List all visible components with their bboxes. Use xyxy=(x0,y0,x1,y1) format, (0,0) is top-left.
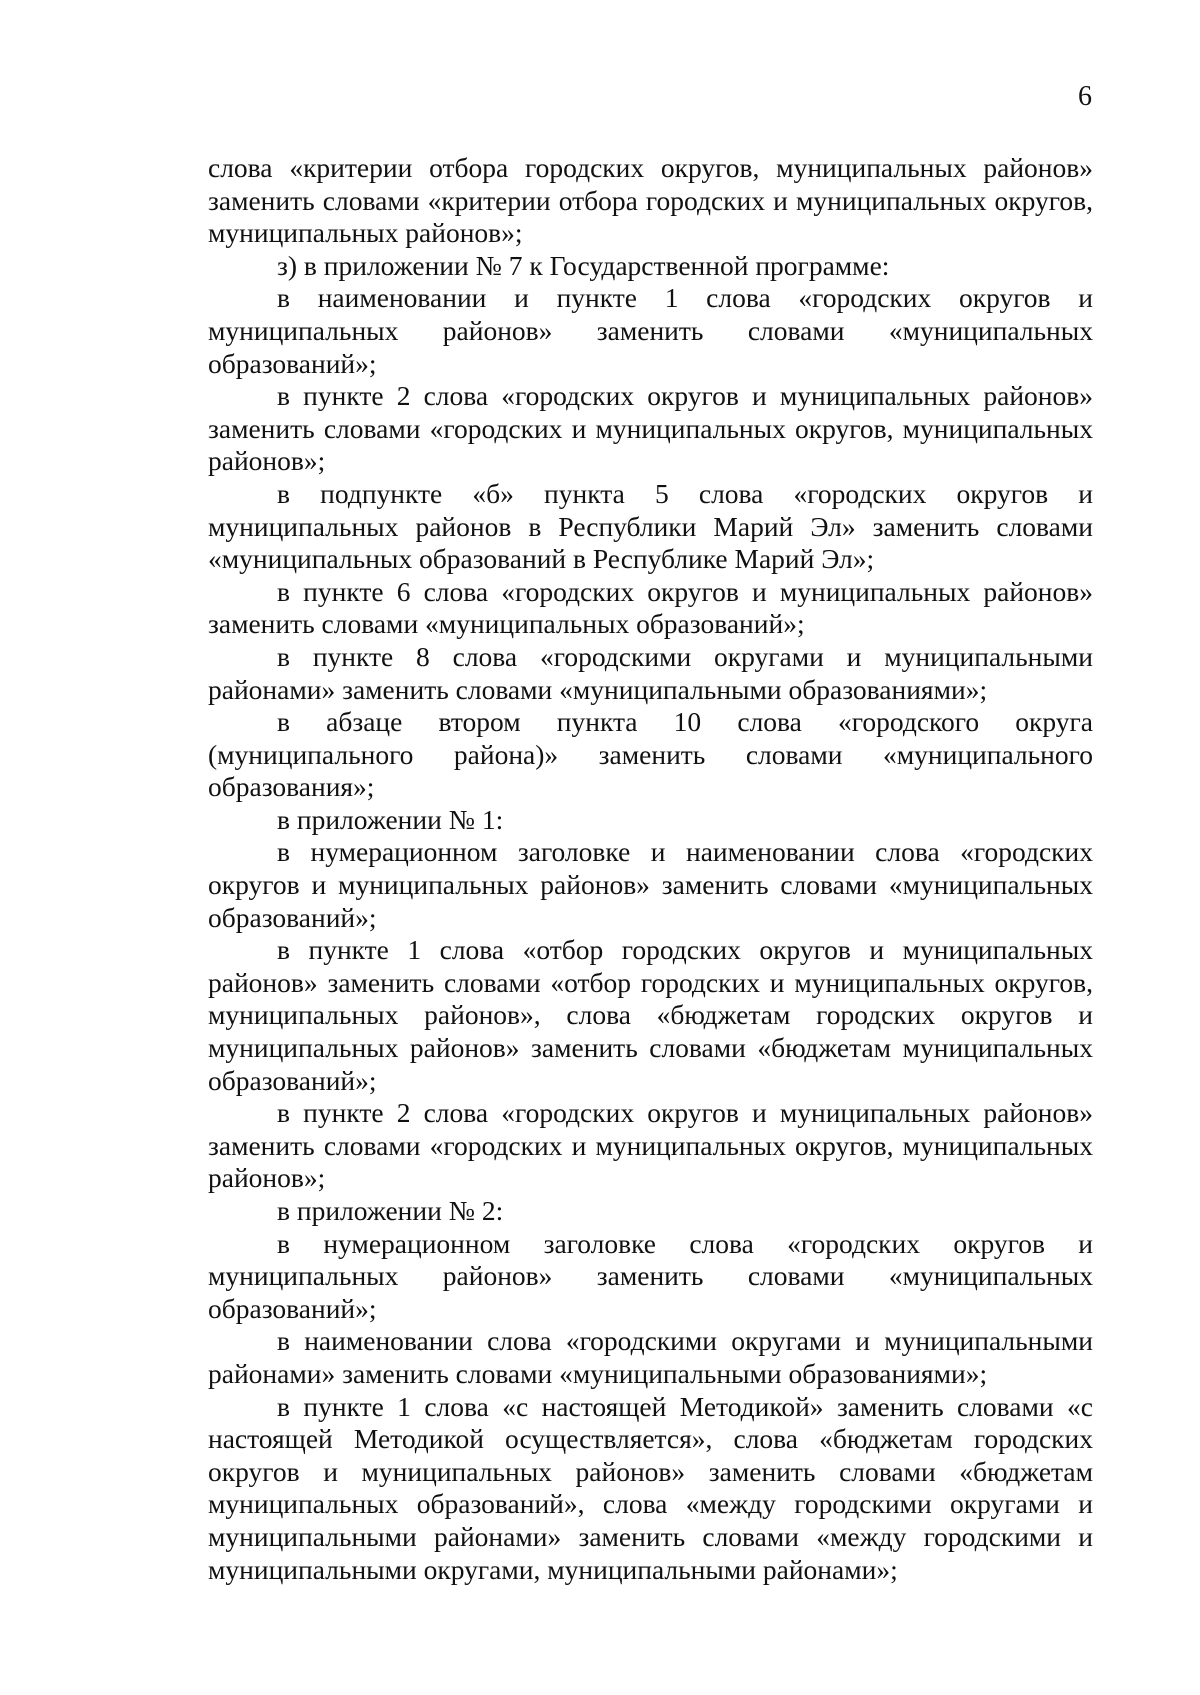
paragraph-14: в нумерационном заголовке слова «городских округов и муниципальных районов» заменить словами «муниципальных образований»; xyxy=(208,1227,1093,1324)
paragraph-11: в пункте 1 слова «отбор городских округов и муниципальных районов» заменить словами «отбор городских и муниципальных округов, муниципальных районов», слова «бюджетам городских округов и муниципальных районов» заменить словами «бюджетам муниципальных образований»; xyxy=(208,934,1093,1096)
paragraph-9: в приложении № 1: xyxy=(277,803,504,835)
document-body xyxy=(208,152,1093,1586)
paragraph-8: в абзаце втором пункта 10 слова «городского округа (муниципального района)» заменить словами «муниципального образования»; xyxy=(208,706,1093,803)
paragraph-13: в приложении № 2: xyxy=(277,1195,504,1226)
paragraph-10: в нумерационном заголовке и наименовании слова «городских округов и муниципальных районов» заменить словами «муниципальных образований»; xyxy=(208,836,1093,933)
paragraph-12: в пункте 2 слова «городских округов и муниципальных районов» заменить словами «городских и муниципальных округов, муниципальных районов»; xyxy=(208,1097,1093,1194)
paragraph-16: в пункте 1 слова «с настоящей Методикой» заменить словами «с настоящей Методикой осуществляется», слова «бюджетам городских округов и муниципальных районов» заменить словами «бюджетам муниципальных образований», слова «между городскими округами и муниципальными районами» заменить словами «между городскими и муниципальными округами, муниципальными районами»; xyxy=(208,1390,1093,1585)
paragraph-2: з) в приложении № 7 к Государственной программе: xyxy=(277,249,890,281)
paragraph-3: в наименовании и пункте 1 слова «городских округов и муниципальных районов» заменить словами «муниципальных образований»; xyxy=(208,282,1093,379)
paragraph-6: в пункте 6 слова «городских округов и муниципальных районов» заменить словами «муниципальных образований»; xyxy=(208,575,1093,640)
paragraph-7: в пункте 8 слова «городскими округами и муниципальными районами» заменить словами «муниципальными образованиями»; xyxy=(208,640,1093,705)
paragraph-4: в пункте 2 слова «городских округов и муниципальных районов» заменить словами «городских и муниципальных округов, муниципальных районов»; xyxy=(208,380,1093,477)
paragraph-5: в подпункте «б» пункта 5 слова «городских округов и муниципальных районов в Республики Марий Эл» заменить словами «муниципальных образований в Республике Марий Эл»; xyxy=(208,477,1093,575)
paragraph-15: в наименовании слова «городскими округами и муниципальными районами» заменить словами «муниципальными образованиями»; xyxy=(208,1325,1093,1389)
paragraph-1: слова «критерии отбора городских округов, муниципальных районов» заменить словами «критерии отбора городских и муниципальных округов, муниципальных районов»; xyxy=(208,152,1093,249)
page-number: 6 xyxy=(1078,81,1092,112)
